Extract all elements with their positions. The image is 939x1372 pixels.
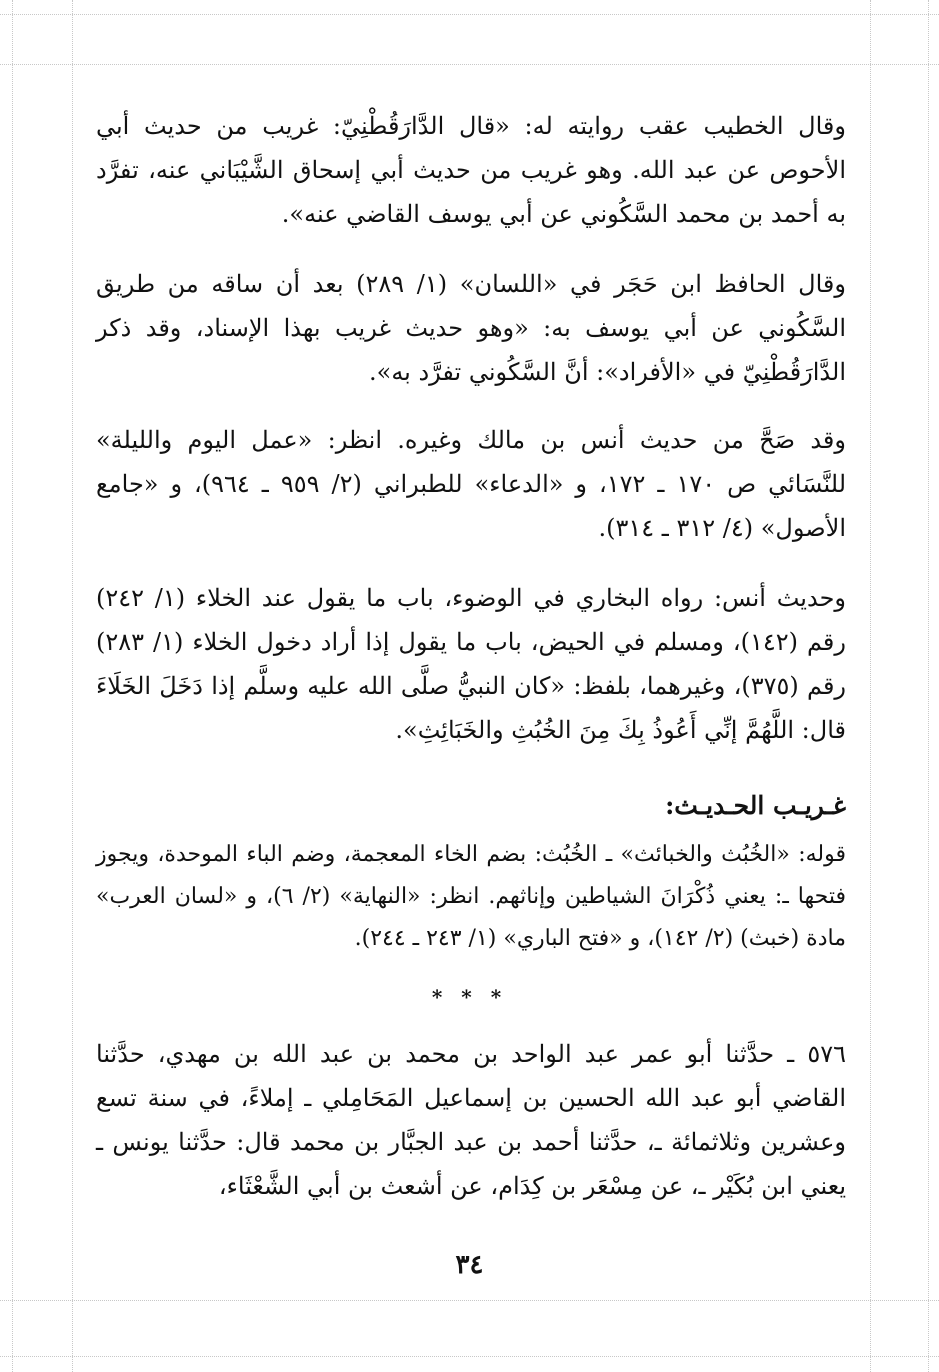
guide-line bbox=[72, 0, 73, 1372]
guide-line bbox=[928, 0, 929, 1372]
paragraph-text: وحديث أنس: رواه البخاري في الوضوء، باب ما يقول عند الخلاء (١/ ٢٤٢) رقم (١٤٢)، ومسلم في الحيض، باب ما يقول إذا أراد دخول الخلاء (١/ ٢٨٣) رقم (٣٧٥)، وغيرهما، بلفظ: «كان النبيُّ صلَّى الله عليه وسلَّم إذا دَخَلَ الخَلَاءَ قال: اللَّهُمَّ إنِّي أَعُوذُ بِكَ مِنَ الخُبُثِ والخَبَائِثِ». bbox=[96, 584, 847, 744]
guide-line bbox=[870, 0, 871, 1372]
paragraph-hadith-576 bbox=[96, 1032, 846, 1208]
guide-line bbox=[0, 1300, 939, 1301]
page-number: ٣٤ bbox=[455, 1250, 484, 1280]
guide-line bbox=[0, 14, 939, 15]
paragraph-dhahabi-quote bbox=[96, 104, 846, 236]
guide-line bbox=[0, 1356, 939, 1357]
paragraph-anas-hadith bbox=[96, 576, 846, 752]
paragraph-gharib bbox=[96, 834, 846, 960]
section-divider: * * * bbox=[431, 985, 508, 1009]
paragraph-sahih-references bbox=[96, 418, 846, 550]
paragraph-ibn-hajar bbox=[96, 262, 846, 394]
paragraph-text: ٥٧٦ ـ حدَّثنا أبو عمر عبد الواحد بن محمد بن عبد الله بن مهدي، حدَّثنا القاضي أبو عبد الله الحسين بن إسماعيل المَحَامِلي ـ إملاءً، في سنة تسع وعشرين وثلاثمائة ـ، حدَّثنا أحمد بن عبد الجبَّار بن محمد قال: حدَّثنا يونس ـ يعني ابن بُكَيْر ـ، عن مِسْعَر بن كِدَام، عن أشعث بن أبي الشَّعْثَاء، bbox=[96, 1040, 846, 1200]
guide-line bbox=[0, 64, 939, 65]
paragraph-text: وقد صَحَّ من حديث أنس بن مالك وغيره. انظر: «عمل اليوم والليلة» للنَّسَائي ص ١٧٠ ـ ١٧٢، و «الدعاء» للطبراني (٢/ ٩٥٩ ـ ٩٦٤)، و «جامع الأصول» (٤/ ٣١٢ ـ ٣١٤). bbox=[96, 426, 847, 542]
guide-line bbox=[12, 0, 13, 1372]
paragraph-text: وقال الحافظ ابن حَجَر في «اللسان» (١/ ٢٨٩) بعد أن ساقه من طريق السَّكُوني عن أبي يوسف به: «وهو حديث غريب بهذا الإسناد، وقد ذكر الدَّارَقُطْنِيّ في «الأفراد»: أنَّ السَّكُوني تفرَّد به». bbox=[96, 270, 846, 386]
paragraph-text: قوله: «الخُبُث والخبائث» ـ الخُبُث: بضم الخاء المعجمة، وضم الباء الموحدة، ويجوز فتحها ـ: يعني ذُكْرَانَ الشياطين وإناثهم. انظر: «النهاية» (٢/ ٦)، و «لسان العرب» مادة (خبث) (٢/ ١٤٢)، و «فتح الباري» (١/ ٢٤٣ ـ ٢٤٤). bbox=[96, 842, 846, 951]
paragraph-text: وقال الخطيب عقب روايته له: «قال الدَّارَقُطْنِيّ: غريب من حديث أبي الأحوص عن عبد الله. وهو غريب من حديث أبي إسحاق الشَّيْبَاني عنه، تفرَّد به أحمد بن محمد السَّكُوني عن أبي يوسف القاضي عنه». bbox=[96, 112, 846, 228]
section-heading: غـريـب الحـديـث: bbox=[665, 791, 846, 820]
